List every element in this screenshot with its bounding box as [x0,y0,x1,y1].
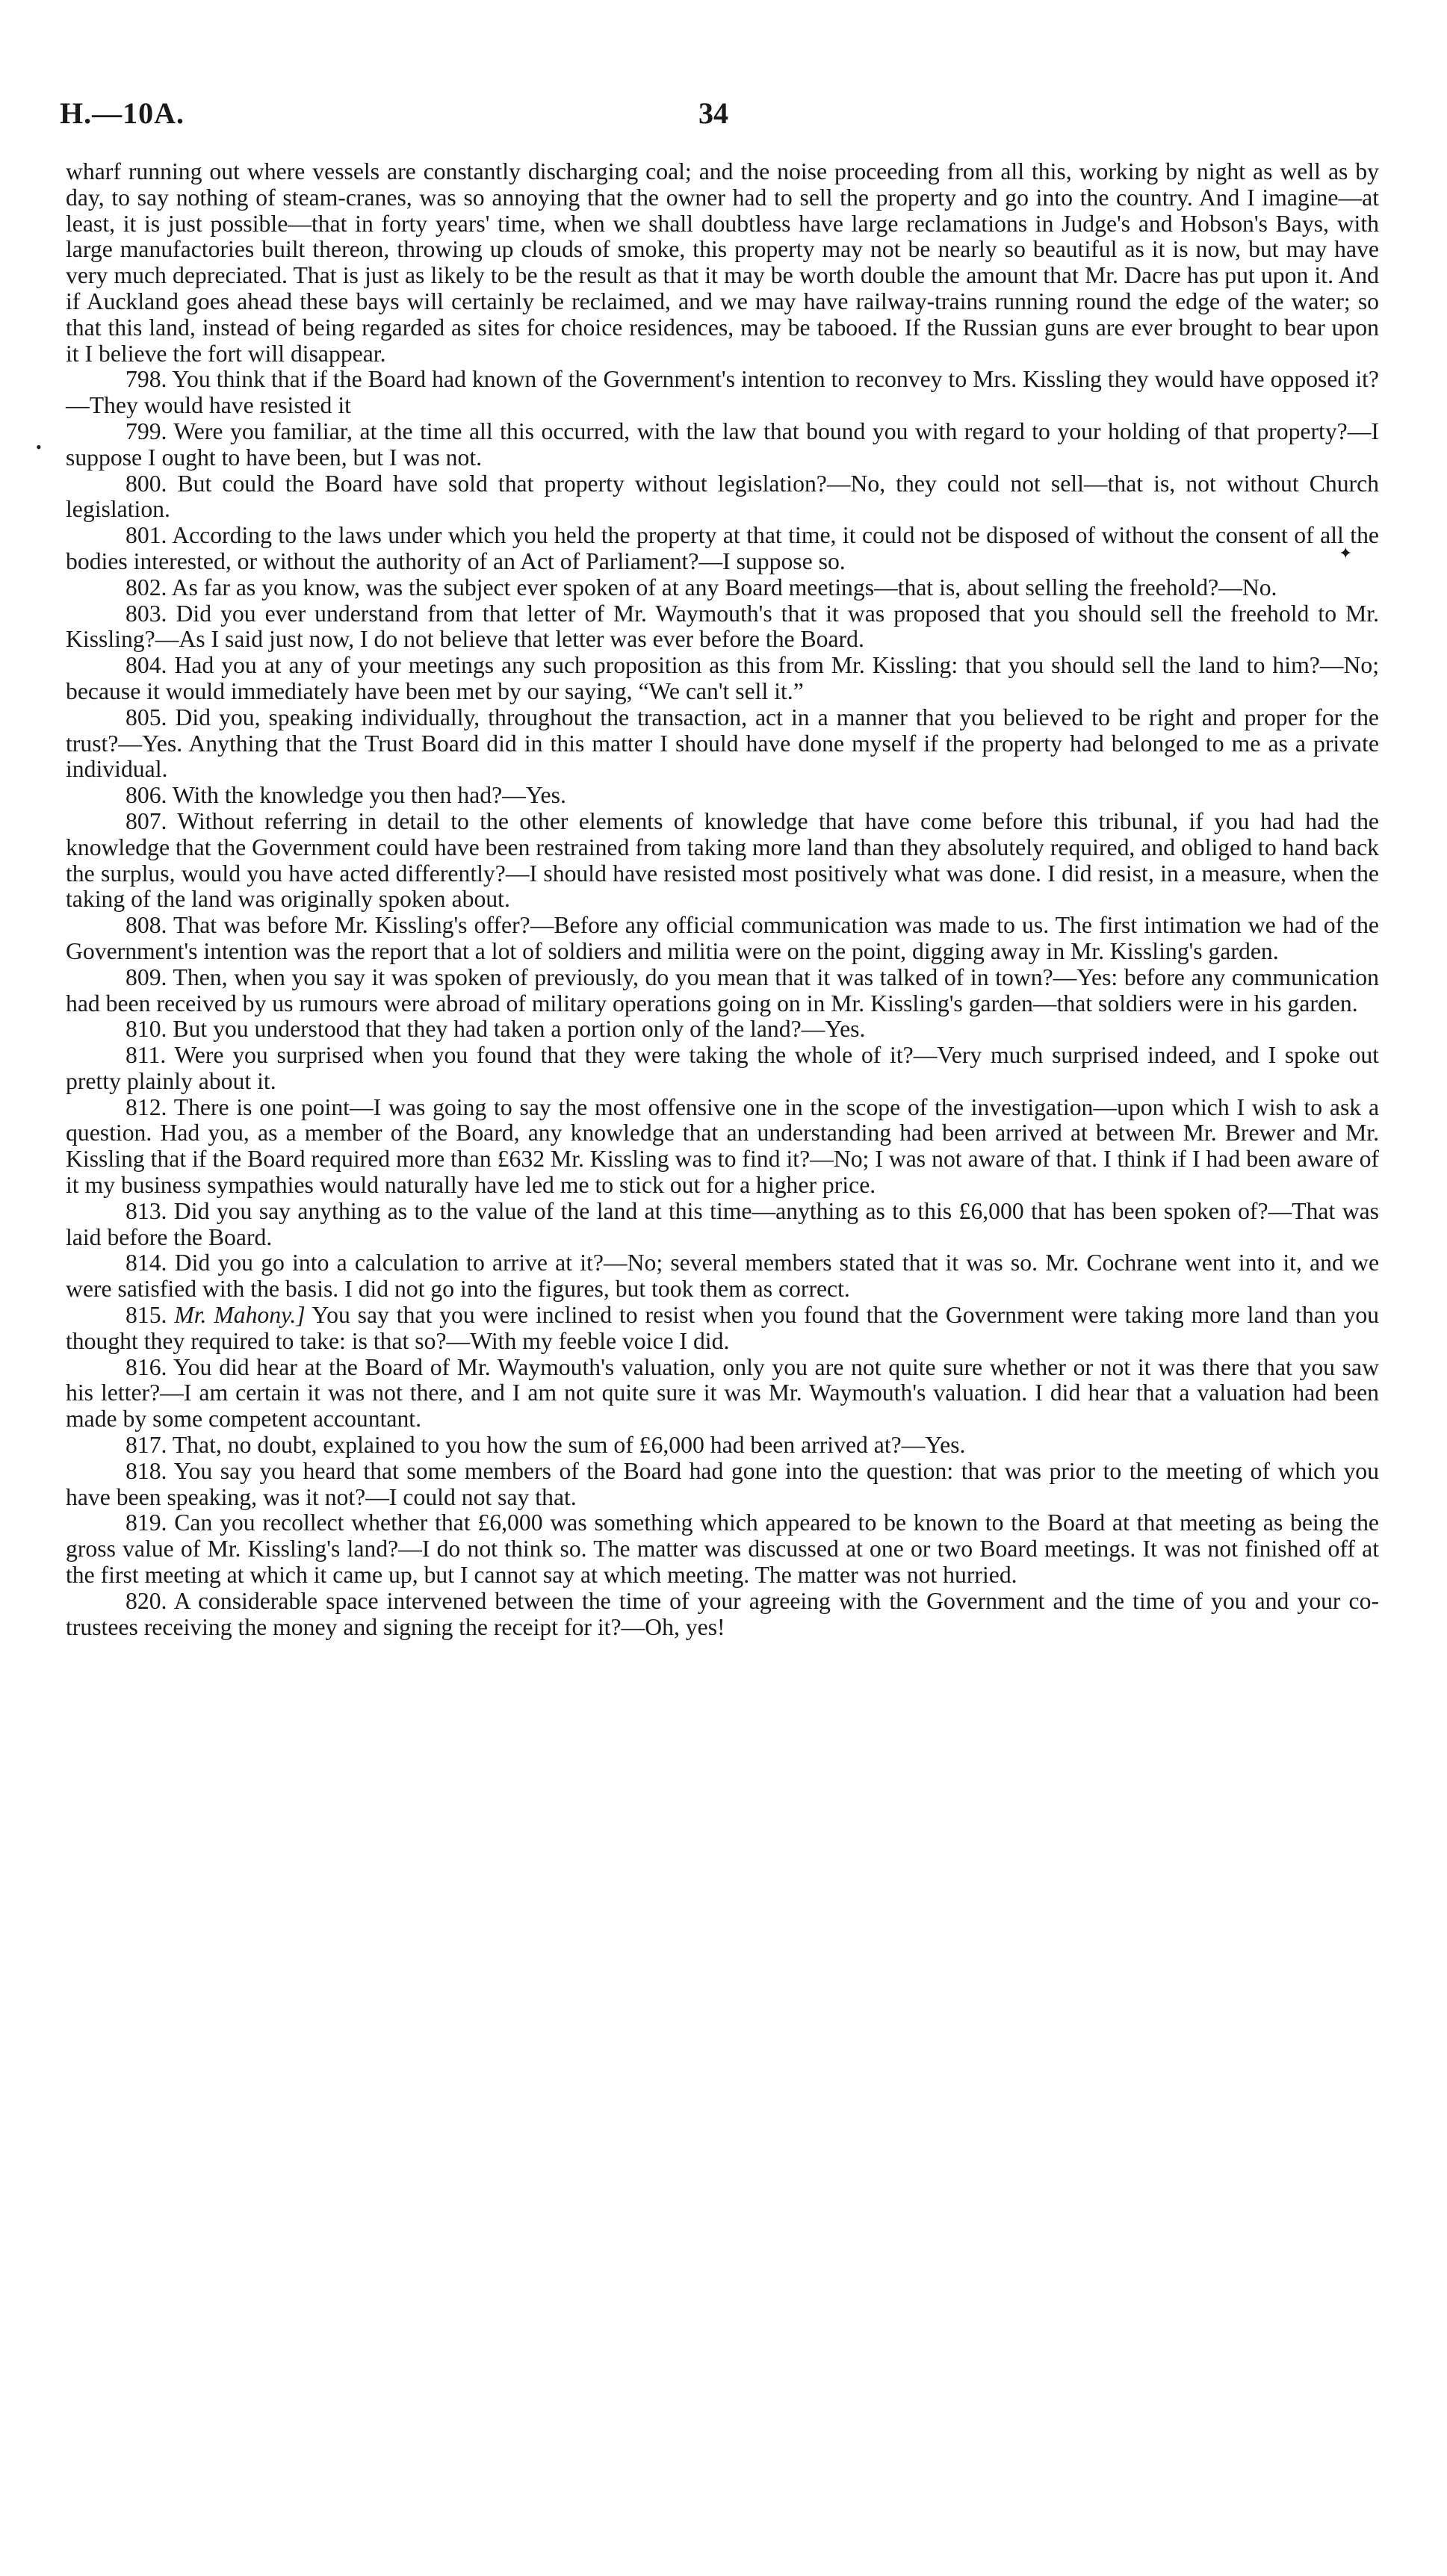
question-number: 811. [126,1042,167,1069]
question-text: Without referring in detail to the other elements of knowledge that have come before this tribunal, if you had had the knowledge that the Government could have been restrained from taking more land than they absolutely required, and obliged to hand back the surplus, would you have acted differently?—I should have resisted most positively what was done. I did resist, in a measure, when the taking of the land was originally spoken about. [66,807,1379,913]
question-text: There is one point—I was going to say the most offensive one in the scope of the investigation—upon which I wish to ask a question. Had you, as a member of the Board, any knowledge that an understanding had been arrived at between Mr. Brewer and Mr. Kissling that if the Board required more than £632 Mr. Kissling was to find it?—No; I was not aware of that. I think if I had been aware of it my business sympathies would naturally have led me to stick out for a higher price. [66,1093,1380,1199]
paragraph-text: wharf running out where vessels are constantly discharging coal; and the noise proceeding from all this, working by night as well as by day, to say nothing of steam-cranes, was so annoying that the owner had to sell the property and go into the country. And I imagine—at least, it is just possible—that in forty years' time, when we shall doubtless have large reclamations in Judge's and Hobson's Bays, with large manufactories built thereon, throwing up clouds of smoke, this property may not be nearly so beautiful as it is now, but may have very much depreciated. That is just as likely to be the result as that it may be worth double the amount that Mr. Dacre has put upon it. And if Auckland goes ahead these bays will certainly be reclaimed, and we may have railway-trains running round the edge of the water; so that this land, instead of being regarded as sites for choice residences, may be tabooed. If the Russian guns are ever brought to bear upon it I believe the fort will disappear. [66,158,1379,367]
question-number: 817. [126,1432,167,1459]
question-817 [66,1433,1379,1459]
margin-mark-star-icon: ✦ [1339,544,1353,562]
question-number: 810. [126,1016,167,1043]
question-text: You think that if the Board had known of the Government's intention to reconvey to Mrs. Kissling they would have opposed it?—They would have resisted it [66,366,1379,419]
question-806 [66,783,1379,809]
question-text: Did you ever understand from that letter of Mr. Waymouth's that it was proposed that you should sell the freehold to Mr. Kissling?—As I said just now, I do not believe that letter was ever before the Board. [66,600,1380,653]
question-813 [66,1199,1379,1251]
question-number: 802. [126,574,167,600]
question-number: 801. [126,522,167,549]
question-812 [66,1095,1379,1199]
question-number: 816. [126,1353,167,1380]
page-header [60,96,1382,140]
question-number: 815. [126,1302,167,1329]
question-text: According to the laws under which you held the property at that time, it could not be disposed of without the consent of all the bodies interested, or without the authority of an Act of Parliament?—I suppose so. [66,522,1379,574]
question-text: Were you familiar, at the time all this occurred, with the law that bound you with regard to your holding of that property?—I suppose I ought to have been, but I was not. [66,418,1379,471]
question-text: Did you say anything as to the value of the land at this time—anything as to this £6,000 that has been spoken of?—That was laid before the Board. [66,1197,1379,1250]
document-reference: H.—10A. [60,96,185,130]
question-799 [66,419,1379,471]
question-798 [66,367,1379,419]
question-text: You say that you were inclined to resist when you found that the Government were taking more land than you thought they required to take: is that so?—With my feeble voice I did. [66,1302,1380,1354]
question-text: Did you, speaking individually, throughout the transaction, act in a manner that you believed to be right and proper for the trust?—Yes. Anything that the Trust Board did in this matter I should have done myself if the property had belonged to me as a private individual. [66,704,1379,783]
question-number: 813. [126,1197,167,1224]
question-number: 807. [126,807,167,834]
question-803 [66,601,1379,654]
document-body [66,159,1379,1640]
question-text: As far as you know, was the subject ever spoken of at any Board meetings—that is, about selling the freehold?—No. [171,574,1277,600]
question-text: A considerable space intervened between the time of your agreeing with the Government and the time of you and your co-trustees receiving the money and signing the receipt for it?—Oh, yes! [66,1587,1379,1640]
paragraph-continuation [66,159,1379,367]
question-815 [66,1303,1379,1355]
question-820 [66,1589,1379,1641]
question-819 [66,1510,1379,1588]
question-text: Were you surprised when you found that they were taking the whole of it?—Very much surprised indeed, and I spoke out pretty plainly about it. [66,1042,1379,1094]
question-number: 800. [126,470,167,497]
question-number: 809. [126,963,167,990]
question-number: 798. [126,366,167,393]
question-number: 806. [126,782,167,809]
question-801 [66,523,1379,575]
question-text: But could the Board have sold that property without legislation?—No, they could not sell—that is, not without Church legislation. [66,470,1380,523]
question-text: Can you recollect whether that £6,000 was something which appeared to be known to the Board at that meeting as being the gross value of Mr. Kissling's land?—I do not think so. The matter was discussed at one or two Board meetings. It was not finished off at the first meeting at which it came up, but I cannot say at which meeting. The matter was not hurried. [66,1509,1379,1589]
question-text: But you understood that they had taken a portion only of the land?—Yes. [173,1016,866,1043]
question-number: 808. [126,912,167,939]
question-text: That was before Mr. Kissling's offer?—Before any official communication was made to us. The first intimation we had of the Government's intention was the report that a lot of soldiers and militia were on the point, digging away in Mr. Kissling's garden. [66,912,1379,964]
question-text: That, no doubt, explained to you how the sum of £6,000 had been arrived at?—Yes. [172,1432,966,1459]
question-text: With the knowledge you then had?—Yes. [172,782,566,809]
question-808 [66,913,1379,965]
question-802 [66,575,1379,601]
question-809 [66,965,1379,1017]
speaker-name: Mr. Mahony.] [174,1302,306,1329]
question-804 [66,653,1379,705]
question-number: 803. [126,600,167,627]
question-800 [66,471,1379,524]
question-number: 805. [126,704,167,730]
question-810 [66,1017,1379,1043]
question-text: Did you go into a calculation to arrive at it?—No; several members stated that it was so. Mr. Cochrane went into it, and we were satisfied with the basis. I did not go into the figures, but took them as correct. [66,1250,1380,1303]
question-number: 814. [126,1250,167,1276]
question-818 [66,1459,1379,1511]
question-814 [66,1250,1379,1303]
question-number: 799. [126,418,167,444]
question-816 [66,1355,1379,1433]
question-805 [66,705,1379,783]
question-text: You say you heard that some members of the Board had gone into the question: that was prior to the meeting of which you have been speaking, was it not?—I could not say that. [66,1457,1379,1510]
question-number: 819. [126,1509,167,1536]
page-number: 34 [698,96,728,130]
margin-mark-dot-icon: • [36,438,42,456]
question-text: Then, when you say it was spoken of previously, do you mean that it was talked of in town?—Yes: before any communication had been received by us rumours were abroad of military operations going on in Mr. Kissling's garden—that soldiers were in his garden. [66,963,1379,1017]
question-text: Had you at any of your meetings any such proposition as this from Mr. Kissling: that you should sell the land to him?—No; because it would immediately have been met by our saying, “We can't sell it.” [66,652,1380,704]
question-811 [66,1043,1379,1095]
question-807 [66,809,1379,913]
question-number: 804. [126,652,167,679]
question-number: 818. [126,1457,167,1484]
question-text: You did hear at the Board of Mr. Waymouth's valuation, only you are not quite sure whether or not it was there that you saw his letter?—I am certain it was not there, and I am not quite sure it was Mr. Waymouth's valuation. I did hear that a valuation had been made by some competent accountant. [66,1353,1379,1433]
question-number: 820. [126,1587,167,1614]
question-number: 812. [126,1093,167,1120]
